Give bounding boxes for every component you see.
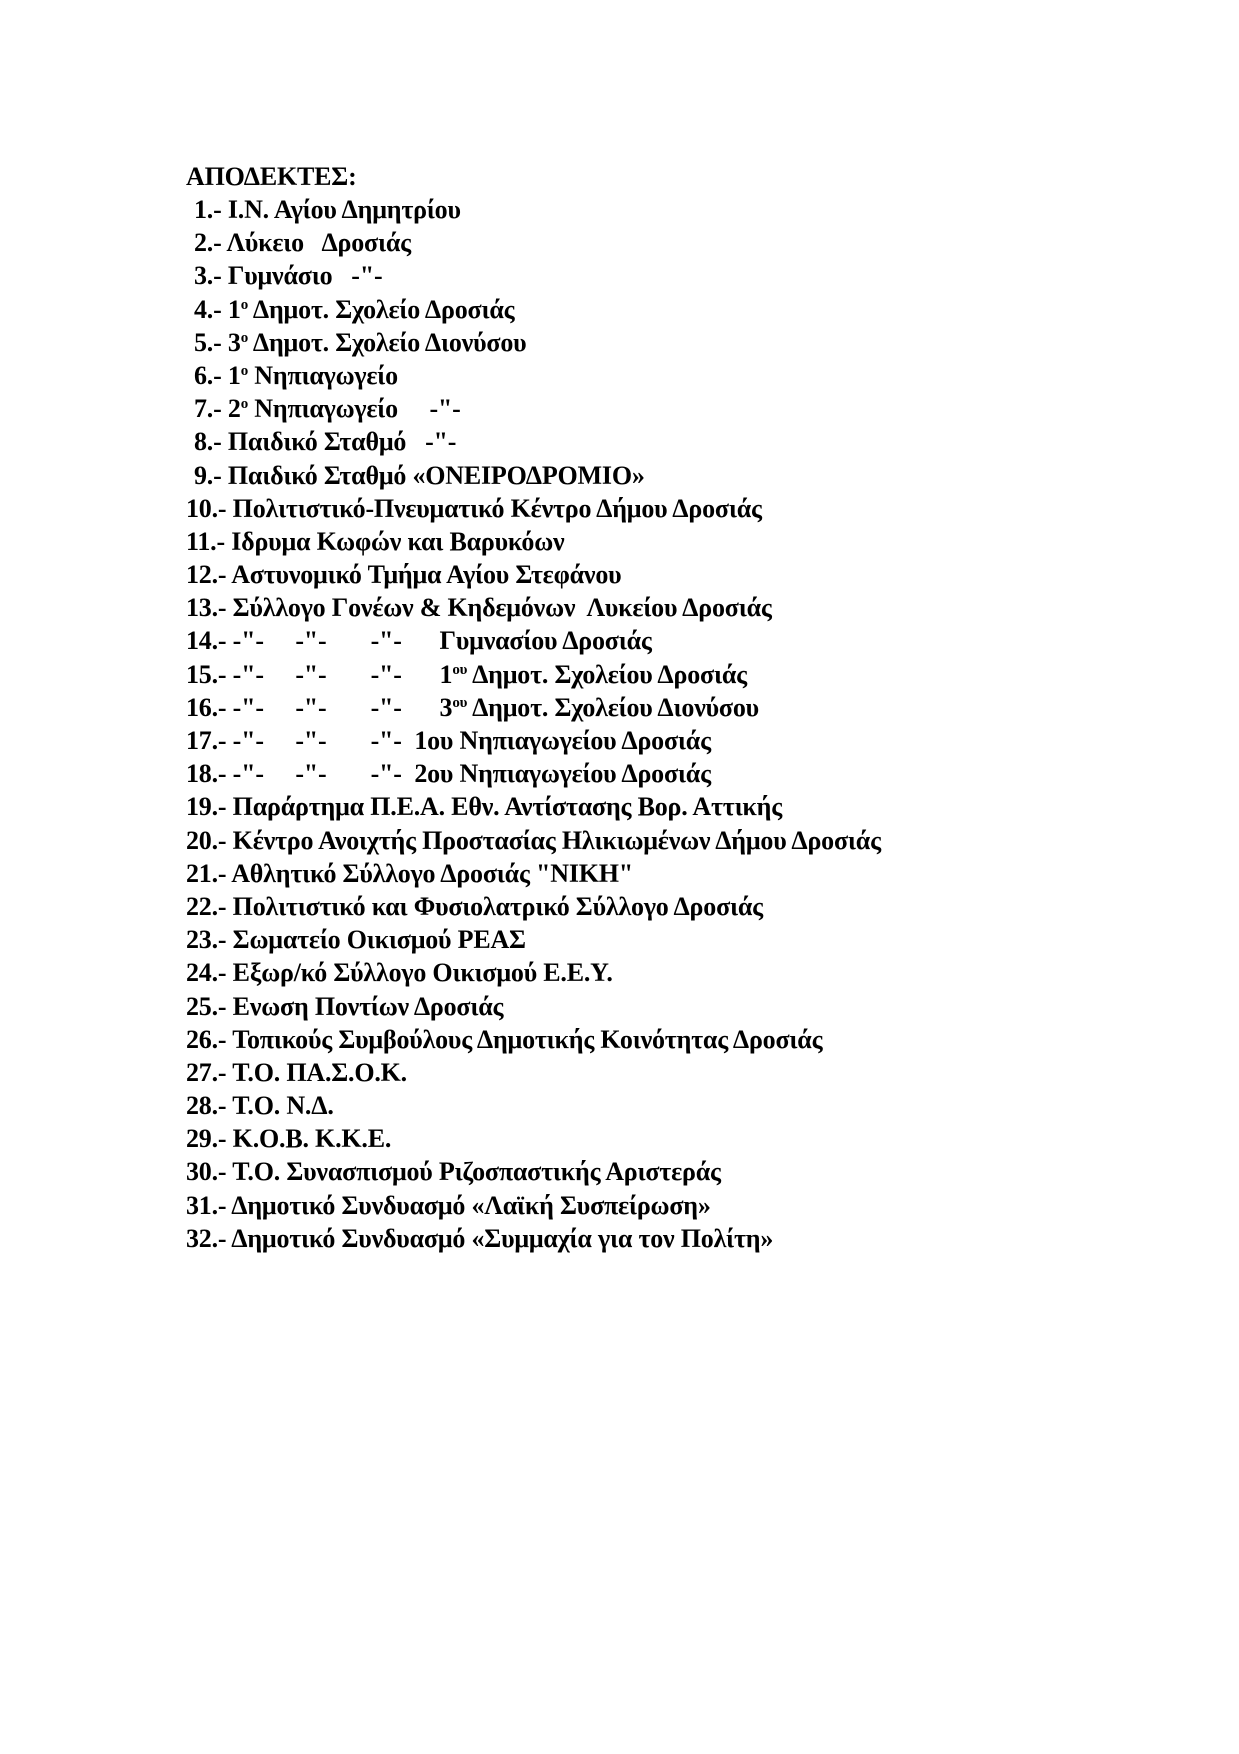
recipient-number: 6.- xyxy=(194,360,222,390)
recipient-number: 7.- xyxy=(194,394,222,424)
recipient-number: 21.- xyxy=(186,858,227,888)
recipient-name: Τ.Ο. ΠΑ.Σ.Ο.Κ. xyxy=(232,1057,407,1087)
recipient-number: 26.- xyxy=(186,1024,227,1054)
recipient-name: Πολιτιστικό-Πνευματικό Κέντρο Δήμου Δροσιάς xyxy=(232,493,762,523)
list-item xyxy=(186,857,881,890)
recipient-ordinal: 2 xyxy=(227,394,241,424)
recipient-name: -"- -"- -"- 3 xyxy=(232,692,453,722)
recipient-name: Εξωρ/κό Σύλλογο Οικισμού Ε.Ε.Υ. xyxy=(232,958,613,988)
recipient-name-rest: Δημοτ. Σχολείου Δροσιάς xyxy=(467,659,747,689)
list-item xyxy=(186,193,881,226)
recipient-number: 10.- xyxy=(186,493,227,523)
list-item xyxy=(186,392,881,425)
recipient-name: Τ.Ο. Συνασπισμού Ριζοσπαστικής Αριστεράς xyxy=(232,1157,721,1187)
list-item xyxy=(186,492,881,525)
recipient-number: 17.- xyxy=(186,726,227,755)
recipient-name: Ι.Ν. Αγίου Δημητρίου xyxy=(227,195,461,224)
recipient-name: Νηπιαγωγείο xyxy=(248,360,398,390)
list-item xyxy=(186,790,881,823)
ordinal-suffix: ο xyxy=(240,329,248,346)
list-item xyxy=(186,1023,881,1056)
list-item xyxy=(186,459,881,492)
recipient-number: 20.- xyxy=(186,825,227,855)
recipient-name: Αθλητικό Σύλλογο Δροσιάς "ΝΙΚΗ" xyxy=(231,858,634,888)
list-item xyxy=(186,956,881,989)
recipient-number: 1.- xyxy=(194,195,222,224)
recipient-number: 25.- xyxy=(186,991,227,1021)
list-item xyxy=(186,259,881,292)
recipient-ordinal: 3 xyxy=(227,327,241,357)
recipient-number: 11.- xyxy=(186,526,225,556)
list-item xyxy=(186,923,881,956)
recipient-name: Παιδικό Σταθμό -"- xyxy=(227,427,457,457)
recipient-number: 15.- xyxy=(186,659,227,689)
list-item xyxy=(186,1222,881,1255)
recipient-number: 3.- xyxy=(194,261,222,291)
recipient-number: 23.- xyxy=(186,925,227,955)
recipient-number: 32.- xyxy=(186,1223,227,1253)
recipient-name: Λύκειο Δροσιάς xyxy=(226,228,411,258)
recipient-number: 18.- xyxy=(186,759,227,789)
recipient-number: 19.- xyxy=(186,792,227,822)
recipient-number: 27.- xyxy=(186,1057,227,1087)
recipient-number: 16.- xyxy=(186,692,227,722)
list-item xyxy=(186,558,881,591)
recipient-name: Σύλλογο Γονέων & Κηδεμόνων Λυκείου Δροσιάς xyxy=(232,593,772,623)
list-item xyxy=(186,326,881,359)
recipient-number: 28.- xyxy=(186,1091,227,1121)
list-item xyxy=(186,890,881,923)
recipient-name: Παιδικό Σταθμό «ΟΝΕΙΡΟΔΡΟΜΙΟ» xyxy=(227,460,645,490)
list-item xyxy=(186,691,881,724)
list-item xyxy=(186,591,881,624)
ordinal-suffix: ο xyxy=(240,396,248,413)
recipient-name-rest: Δημοτ. Σχολείου Διονύσου xyxy=(467,692,759,722)
list-item xyxy=(186,1122,881,1155)
recipient-number: 24.- xyxy=(186,958,227,988)
recipient-name: Κ.Ο.Β. Κ.Κ.Ε. xyxy=(232,1124,392,1154)
list-item xyxy=(186,359,881,392)
list-item xyxy=(186,525,881,558)
recipient-name: -"- -"- -"- 1ου Νηπιαγωγείου Δροσιάς xyxy=(232,726,711,755)
list-item xyxy=(186,1155,881,1188)
recipient-name: -"- -"- -"- 1 xyxy=(232,659,453,689)
recipient-name: Δημοτικό Συνδυασμό «Λαϊκή Συσπείρωση» xyxy=(231,1190,711,1220)
recipient-name: -"- -"- -"- 2ου Νηπιαγωγείου Δροσιάς xyxy=(232,759,711,789)
recipient-name: Αστυνομικό Τμήμα Αγίου Στεφάνου xyxy=(231,560,622,590)
recipient-name: Παράρτημα Π.Ε.Α. Εθν. Αντίστασης Βορ. Αττικής xyxy=(232,792,782,822)
ordinal-suffix: ου xyxy=(452,694,468,711)
recipient-number: 30.- xyxy=(186,1157,227,1187)
recipient-number: 4.- xyxy=(194,294,222,324)
list-item xyxy=(186,990,881,1023)
list-item xyxy=(186,1056,881,1089)
list-item xyxy=(186,824,881,857)
list-item xyxy=(186,724,881,757)
recipient-name: Τοπικούς Συμβούλους Δημοτικής Κοινότητας Δροσιάς xyxy=(232,1024,823,1054)
recipient-number: 29.- xyxy=(186,1124,227,1154)
list-item xyxy=(186,226,881,259)
recipient-name: Γυμνάσιο -"- xyxy=(227,261,383,291)
recipient-name: -"- -"- -"- Γυμνασίου Δροσιάς xyxy=(232,626,652,656)
list-item xyxy=(186,658,881,691)
recipient-name: Δημοτ. Σχολείο Διονύσου xyxy=(248,327,527,357)
recipient-name: Σωματείο Οικισμού ΡΕΑΣ xyxy=(232,925,526,955)
recipient-number: 14.- xyxy=(186,626,227,656)
ordinal-suffix: ο xyxy=(240,362,248,379)
ordinal-suffix: ο xyxy=(240,296,248,313)
recipients-heading: ΑΠΟΔΕΚΤΕΣ: xyxy=(186,162,357,191)
recipient-name: Δημοτ. Σχολείο Δροσιάς xyxy=(248,294,515,324)
list-item xyxy=(186,293,881,326)
ordinal-suffix: ου xyxy=(452,661,468,678)
recipient-name: Τ.Ο. Ν.Δ. xyxy=(232,1091,334,1121)
recipient-ordinal: 1 xyxy=(227,294,241,324)
recipient-name: Ενωση Ποντίων Δροσιάς xyxy=(232,991,504,1021)
recipients-list xyxy=(186,193,881,1255)
recipient-number: 9.- xyxy=(194,460,222,490)
recipient-name: Κέντρο Ανοιχτής Προστασίας Ηλικιωμένων Δήμου Δροσιάς xyxy=(232,825,881,855)
recipient-ordinal: 1 xyxy=(227,360,241,390)
recipient-number: 8.- xyxy=(194,427,222,457)
list-item xyxy=(186,1089,881,1122)
list-item xyxy=(186,757,881,790)
recipient-number: 12.- xyxy=(186,560,227,590)
recipient-number: 2.- xyxy=(194,228,222,258)
recipient-name: Νηπιαγωγείο -"- xyxy=(248,394,461,424)
recipient-number: 13.- xyxy=(186,593,227,623)
list-item xyxy=(186,624,881,657)
recipient-number: 22.- xyxy=(186,891,227,921)
list-item xyxy=(186,1189,881,1222)
recipient-name: Δημοτικό Συνδυασμό «Συμμαχία για τον Πολίτη» xyxy=(231,1223,774,1253)
list-item xyxy=(186,425,881,458)
recipient-number: 5.- xyxy=(194,327,222,357)
recipient-number: 31.- xyxy=(186,1190,227,1220)
recipient-name: Ιδρυμα Κωφών και Βαρυκόων xyxy=(231,526,565,556)
recipient-name: Πολιτιστικό και Φυσιολατρικό Σύλλογο Δροσιάς xyxy=(232,891,763,921)
